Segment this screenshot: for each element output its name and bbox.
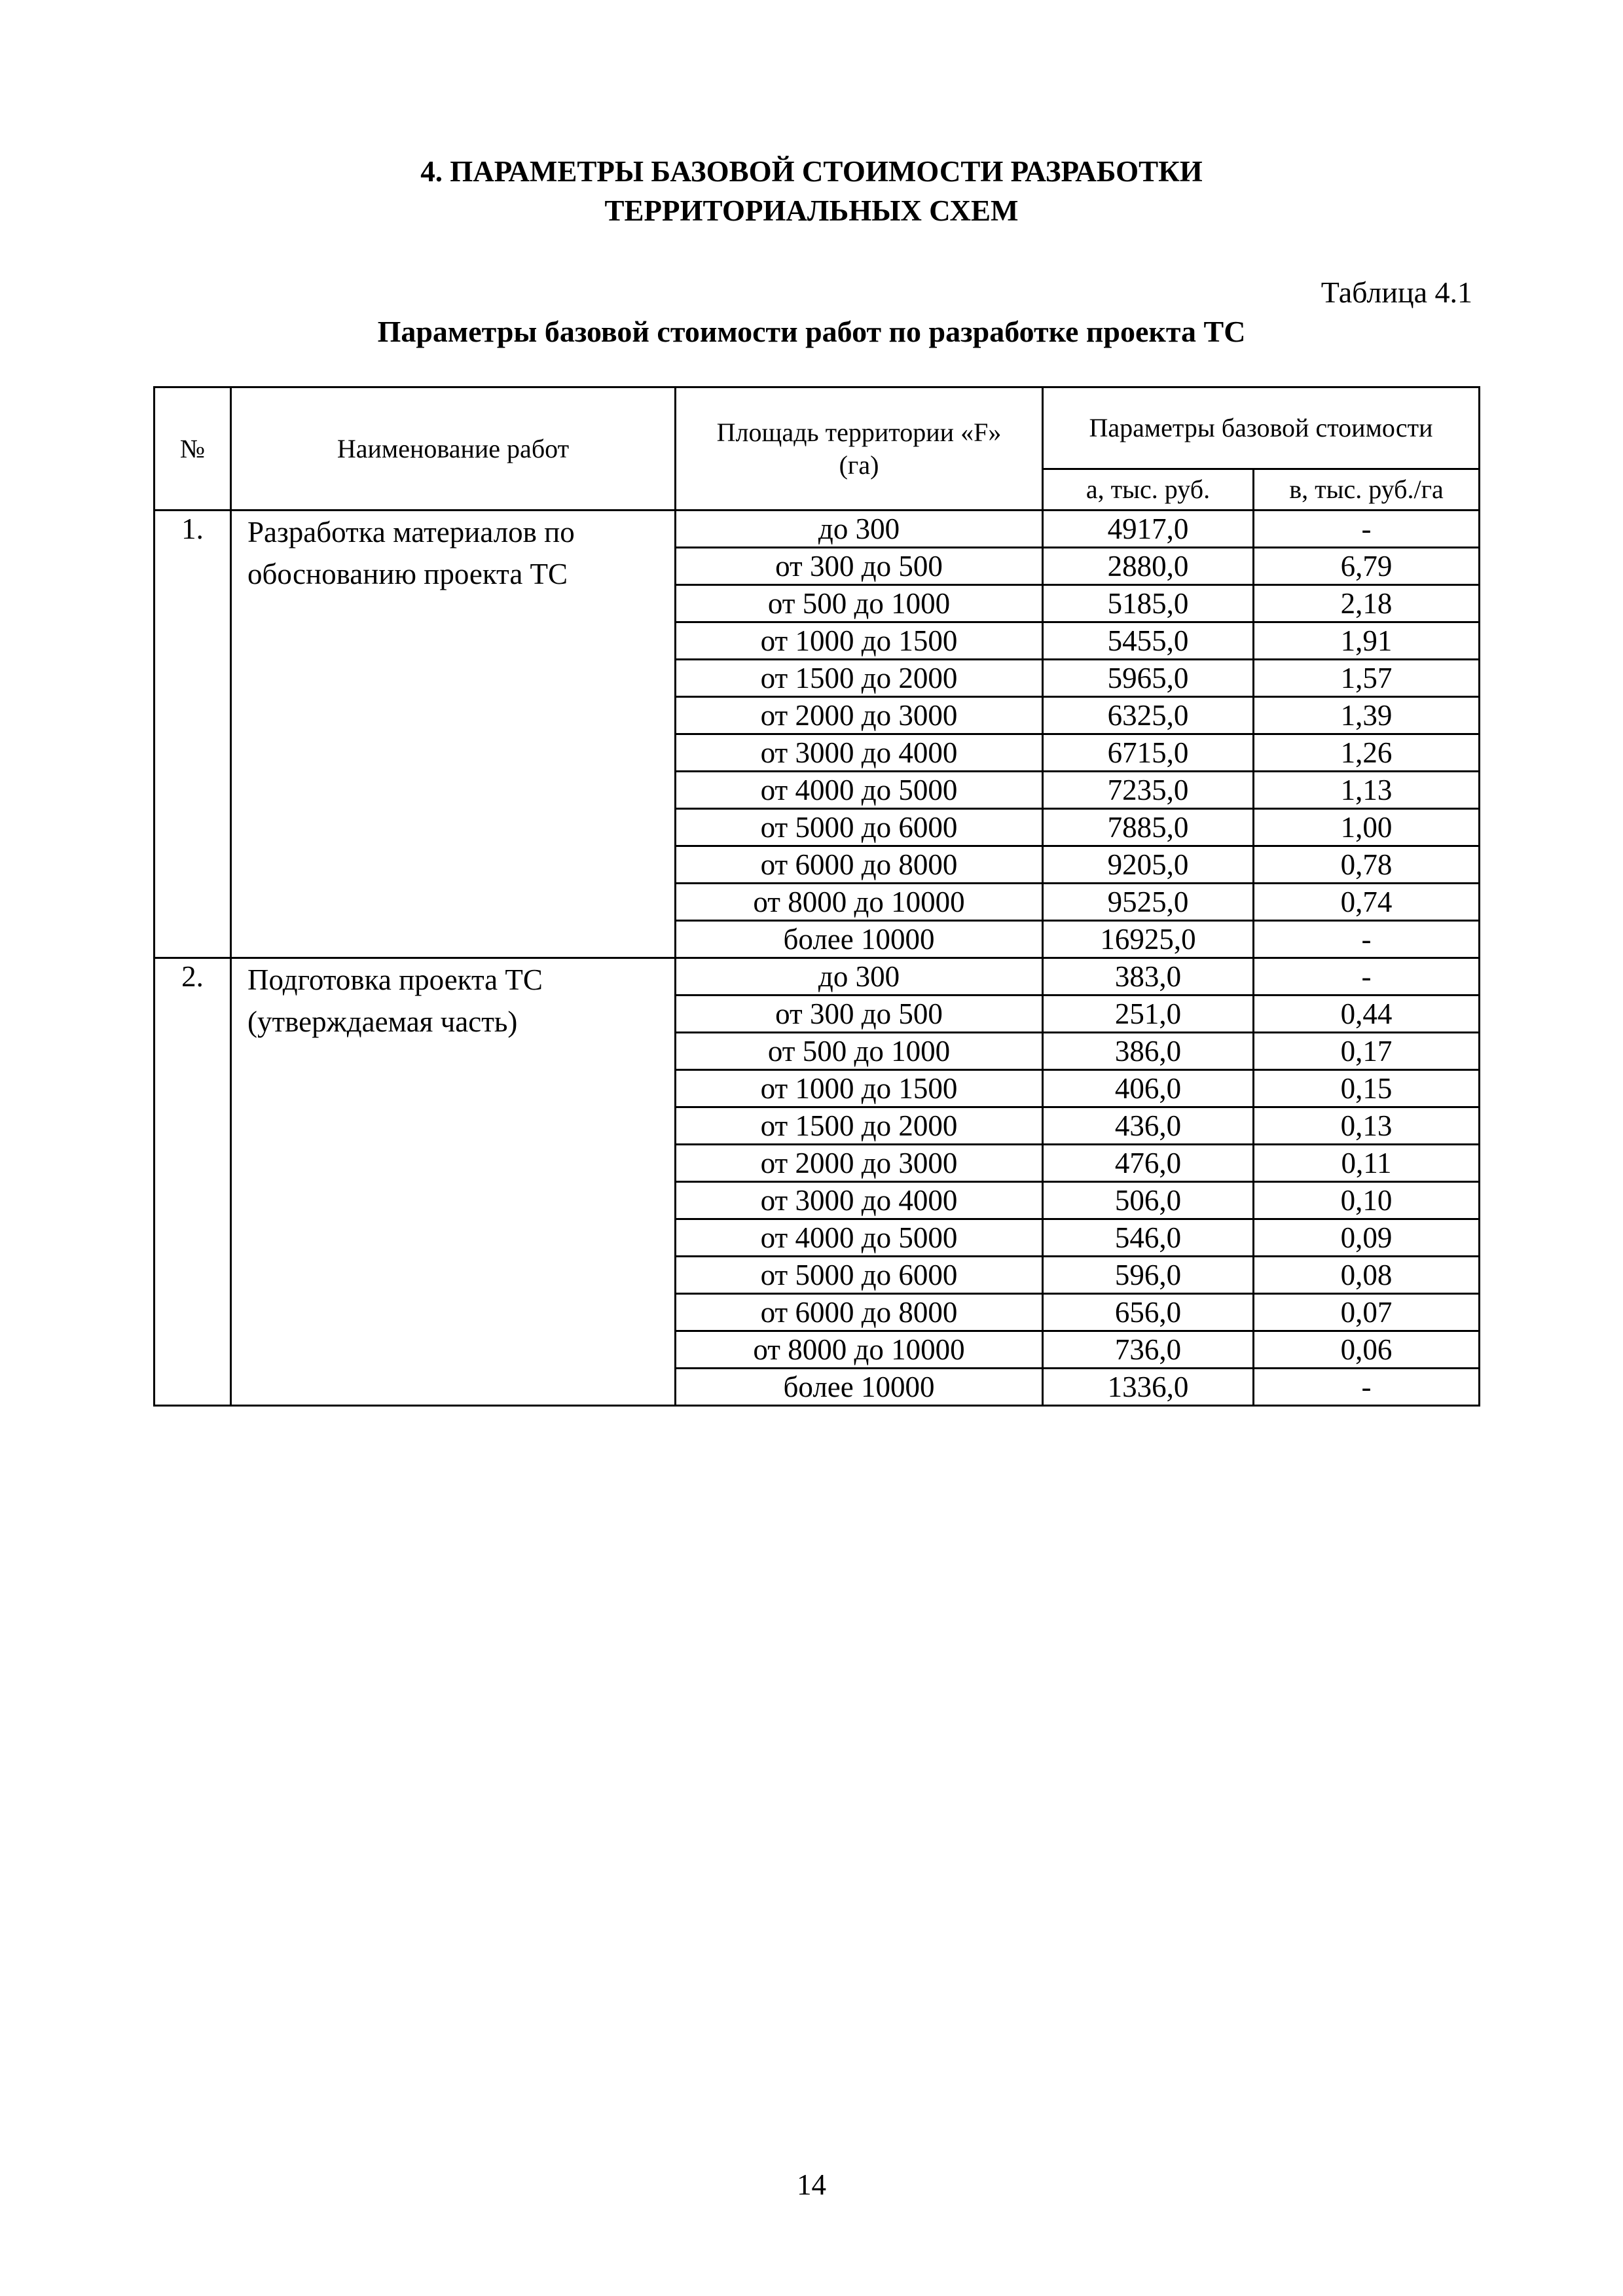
cost-b-cell: 1,39 [1254, 697, 1480, 734]
area-range-cell: от 5000 до 6000 [676, 1257, 1043, 1294]
cost-a-cell: 9525,0 [1043, 884, 1254, 921]
area-range-cell: от 3000 до 4000 [676, 734, 1043, 772]
cost-a-cell: 7235,0 [1043, 772, 1254, 809]
area-range-cell: от 4000 до 5000 [676, 772, 1043, 809]
cost-a-cell: 656,0 [1043, 1294, 1254, 1331]
cost-a-cell: 5455,0 [1043, 622, 1254, 660]
area-range-cell: от 500 до 1000 [676, 1033, 1043, 1070]
header-number: № [155, 387, 231, 511]
cost-b-cell: 6,79 [1254, 548, 1480, 585]
cost-a-cell: 506,0 [1043, 1182, 1254, 1219]
cost-b-cell: 1,57 [1254, 660, 1480, 697]
table-row [155, 511, 1480, 548]
cost-a-cell: 16925,0 [1043, 921, 1254, 958]
table-row [155, 958, 1480, 996]
cost-a-cell: 251,0 [1043, 996, 1254, 1033]
cost-b-cell: 1,13 [1254, 772, 1480, 809]
cost-b-cell: 2,18 [1254, 585, 1480, 622]
work-number: 1. [155, 511, 231, 958]
cost-b-cell: 0,10 [1254, 1182, 1480, 1219]
cost-parameters-table [153, 386, 1480, 1407]
cost-b-cell: - [1254, 921, 1480, 958]
section-heading-line-2: ТЕРРИТОРИАЛЬНЫХ СХЕМ [604, 194, 1019, 227]
cost-b-cell: 0,08 [1254, 1257, 1480, 1294]
cost-b-cell: 1,26 [1254, 734, 1480, 772]
cost-a-cell: 7885,0 [1043, 809, 1254, 846]
cost-b-cell: - [1254, 958, 1480, 996]
cost-a-cell: 2880,0 [1043, 548, 1254, 585]
cost-a-cell: 736,0 [1043, 1331, 1254, 1369]
area-range-cell: от 1500 до 2000 [676, 1107, 1043, 1145]
header-area: Площадь территории «F» (га) [676, 387, 1043, 511]
area-range-cell: от 5000 до 6000 [676, 809, 1043, 846]
cost-a-cell: 386,0 [1043, 1033, 1254, 1070]
area-range-cell: от 6000 до 8000 [676, 846, 1043, 884]
cost-b-cell: - [1254, 511, 1480, 548]
area-range-cell: от 2000 до 3000 [676, 1145, 1043, 1182]
cost-a-cell: 1336,0 [1043, 1369, 1254, 1406]
area-range-cell: более 10000 [676, 1369, 1043, 1406]
area-range-cell: от 4000 до 5000 [676, 1219, 1043, 1257]
area-range-cell: до 300 [676, 511, 1043, 548]
cost-b-cell: 0,44 [1254, 996, 1480, 1033]
work-name: Разработка материалов по обоснованию проекта ТС [231, 511, 676, 958]
cost-a-cell: 546,0 [1043, 1219, 1254, 1257]
cost-b-cell: 0,11 [1254, 1145, 1480, 1182]
cost-b-cell: 0,15 [1254, 1070, 1480, 1107]
cost-a-cell: 436,0 [1043, 1107, 1254, 1145]
area-range-cell: от 6000 до 8000 [676, 1294, 1043, 1331]
table-title: Параметры базовой стоимости работ по разработке проекта ТС [377, 315, 1246, 348]
cost-b-cell: 0,17 [1254, 1033, 1480, 1070]
header-base-cost-params: Параметры базовой стоимости [1043, 387, 1480, 469]
cost-b-cell: 1,91 [1254, 622, 1480, 660]
cost-a-cell: 406,0 [1043, 1070, 1254, 1107]
cost-a-cell: 596,0 [1043, 1257, 1254, 1294]
cost-a-cell: 6325,0 [1043, 697, 1254, 734]
cost-a-cell: 476,0 [1043, 1145, 1254, 1182]
cost-a-cell: 6715,0 [1043, 734, 1254, 772]
cost-b-cell: 0,74 [1254, 884, 1480, 921]
cost-b-cell: - [1254, 1369, 1480, 1406]
cost-b-cell: 0,07 [1254, 1294, 1480, 1331]
section-heading [0, 152, 1623, 230]
cost-a-cell: 383,0 [1043, 958, 1254, 996]
area-range-cell: от 8000 до 10000 [676, 1331, 1043, 1369]
cost-b-cell: 0,78 [1254, 846, 1480, 884]
header-a: а, тыс. руб. [1043, 469, 1254, 511]
area-range-cell: от 8000 до 10000 [676, 884, 1043, 921]
section-heading-line-1: 4. ПАРАМЕТРЫ БАЗОВОЙ СТОИМОСТИ РАЗРАБОТКИ [420, 155, 1203, 188]
cost-b-cell: 0,13 [1254, 1107, 1480, 1145]
area-range-cell: от 300 до 500 [676, 996, 1043, 1033]
table-header-row [155, 387, 1480, 469]
area-range-cell: от 3000 до 4000 [676, 1182, 1043, 1219]
area-range-cell: до 300 [676, 958, 1043, 996]
work-number: 2. [155, 958, 231, 1406]
area-range-cell: более 10000 [676, 921, 1043, 958]
page-number: 14 [797, 2168, 826, 2201]
cost-a-cell: 5185,0 [1043, 585, 1254, 622]
cost-b-cell: 1,00 [1254, 809, 1480, 846]
header-work-name: Наименование работ [231, 387, 676, 511]
table-label: Таблица 4.1 [1321, 276, 1472, 309]
cost-a-cell: 9205,0 [1043, 846, 1254, 884]
area-range-cell: от 500 до 1000 [676, 585, 1043, 622]
area-range-cell: от 1000 до 1500 [676, 1070, 1043, 1107]
cost-b-cell: 0,06 [1254, 1331, 1480, 1369]
cost-a-cell: 5965,0 [1043, 660, 1254, 697]
cost-a-cell: 4917,0 [1043, 511, 1254, 548]
area-range-cell: от 300 до 500 [676, 548, 1043, 585]
work-name: Подготовка проекта ТС (утверждаемая часть) [231, 958, 676, 1406]
area-range-cell: от 1000 до 1500 [676, 622, 1043, 660]
header-b: в, тыс. руб./га [1254, 469, 1480, 511]
cost-b-cell: 0,09 [1254, 1219, 1480, 1257]
area-range-cell: от 1500 до 2000 [676, 660, 1043, 697]
table-body [155, 511, 1480, 1406]
area-range-cell: от 2000 до 3000 [676, 697, 1043, 734]
